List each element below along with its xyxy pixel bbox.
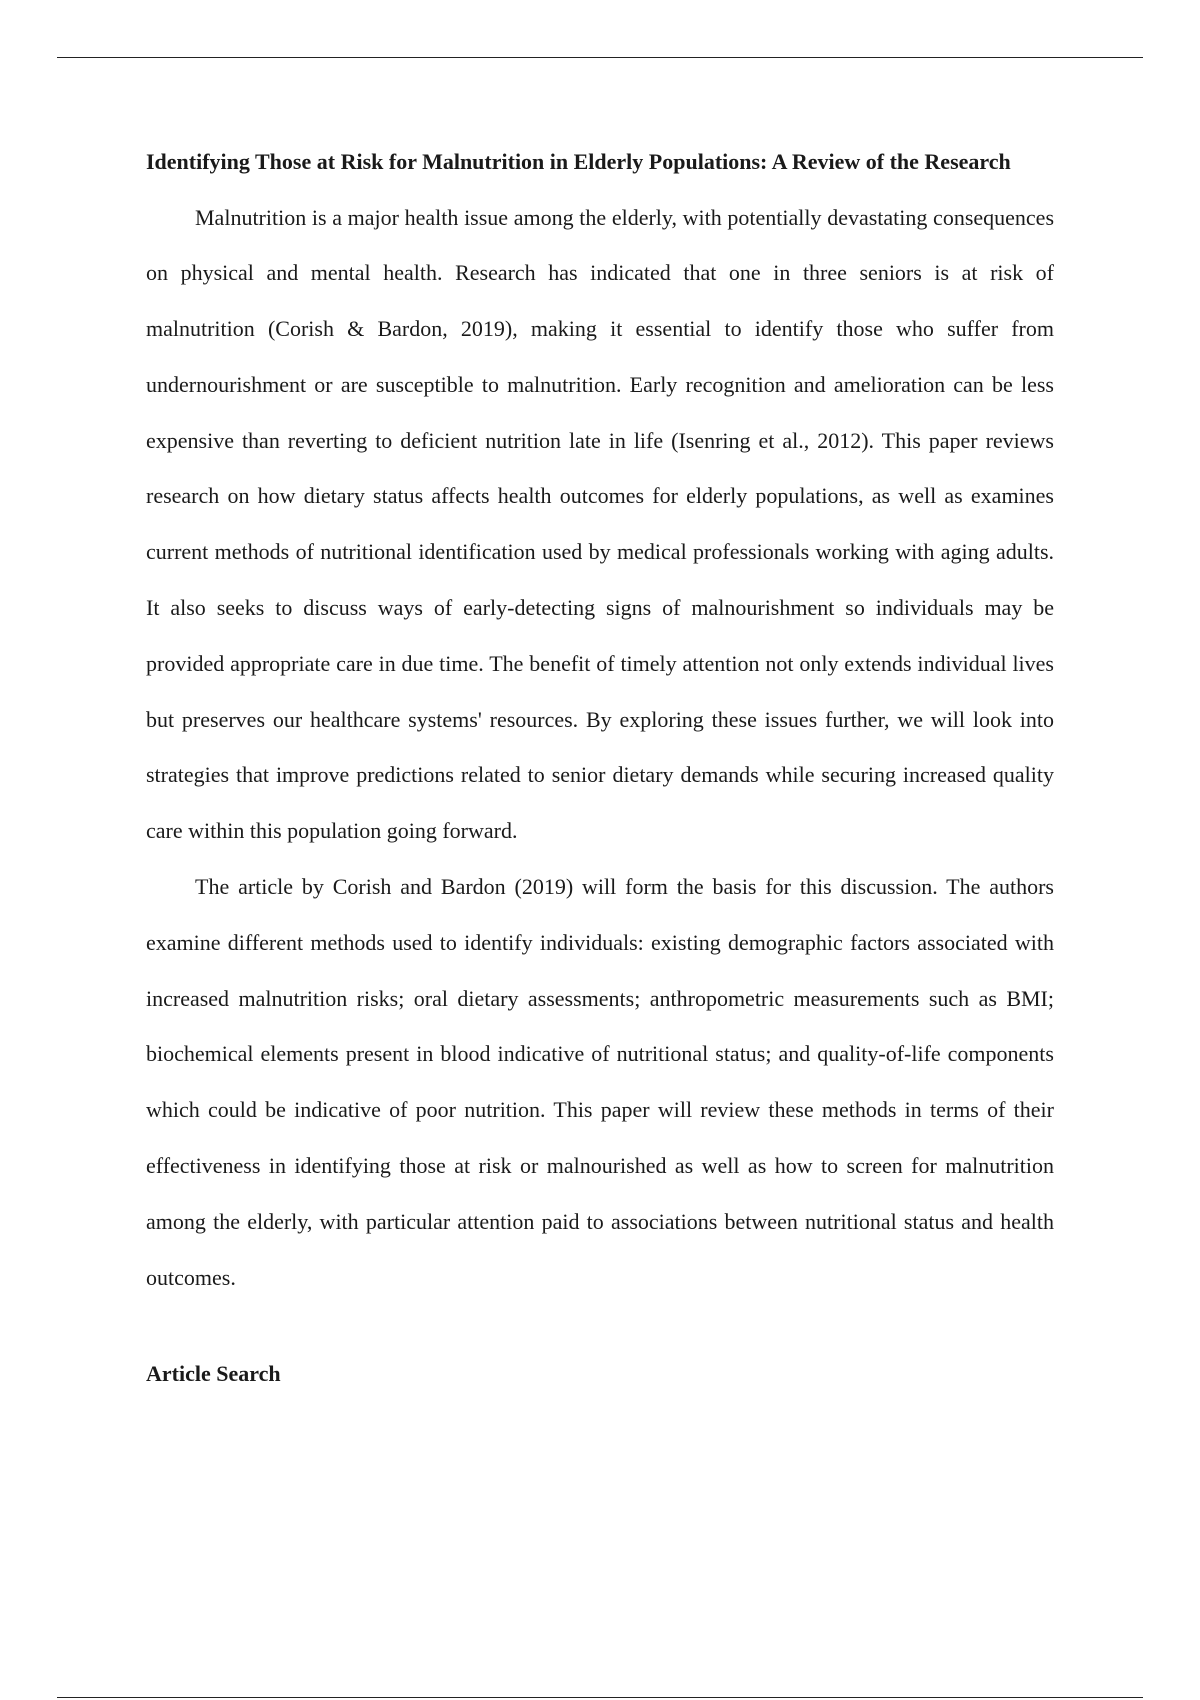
paragraph-article-overview: The article by Corish and Bardon (2019) will form the basis for this discussion. The authors examine different methods used to identify individuals: existing demographic factors associated with increased malnutrition risks; oral dietary assessments; anthropometric measurements such as BMI; biochemical elements present in blood indicative of nutritional status; and quality-of-life components which could be indicative of poor nutrition. This paper will review these methods in terms of their effectiveness in identifying those at risk or malnourished as well as how to screen for malnutrition among the elderly, with particular attention paid to associations between nutritional status and health outcomes. xyxy=(146,874,1054,1290)
page-body xyxy=(146,134,1054,1402)
footer-rule xyxy=(57,1697,1143,1698)
section-heading-article-search: Article Search xyxy=(146,1361,281,1387)
header-rule xyxy=(57,57,1143,58)
document-title: Identifying Those at Risk for Malnutrition in Elderly Populations: A Review of the Research xyxy=(146,149,1011,174)
paragraph-introduction: Malnutrition is a major health issue among the elderly, with potentially devastating consequences on physical and mental health. Research has indicated that one in three seniors is at risk of malnutrition (Corish & Bardon, 2019), making it essential to identify those who suffer from undernourishment or are susceptible to malnutrition. Early recognition and amelioration can be less expensive than reverting to deficient nutrition late in life (Isenring et al., 2012). This paper reviews research on how dietary status affects health outcomes for elderly populations, as well as examines current methods of nutritional identification used by medical professionals working with aging adults. It also seeks to discuss ways of early-detecting signs of malnourishment so individuals may be provided appropriate care in due time. The benefit of timely attention not only extends individual lives but preserves our healthcare systems' resources. By exploring these issues further, we will look into strategies that improve predictions related to senior dietary demands while securing increased quality care within this population going forward. xyxy=(146,204,1054,844)
